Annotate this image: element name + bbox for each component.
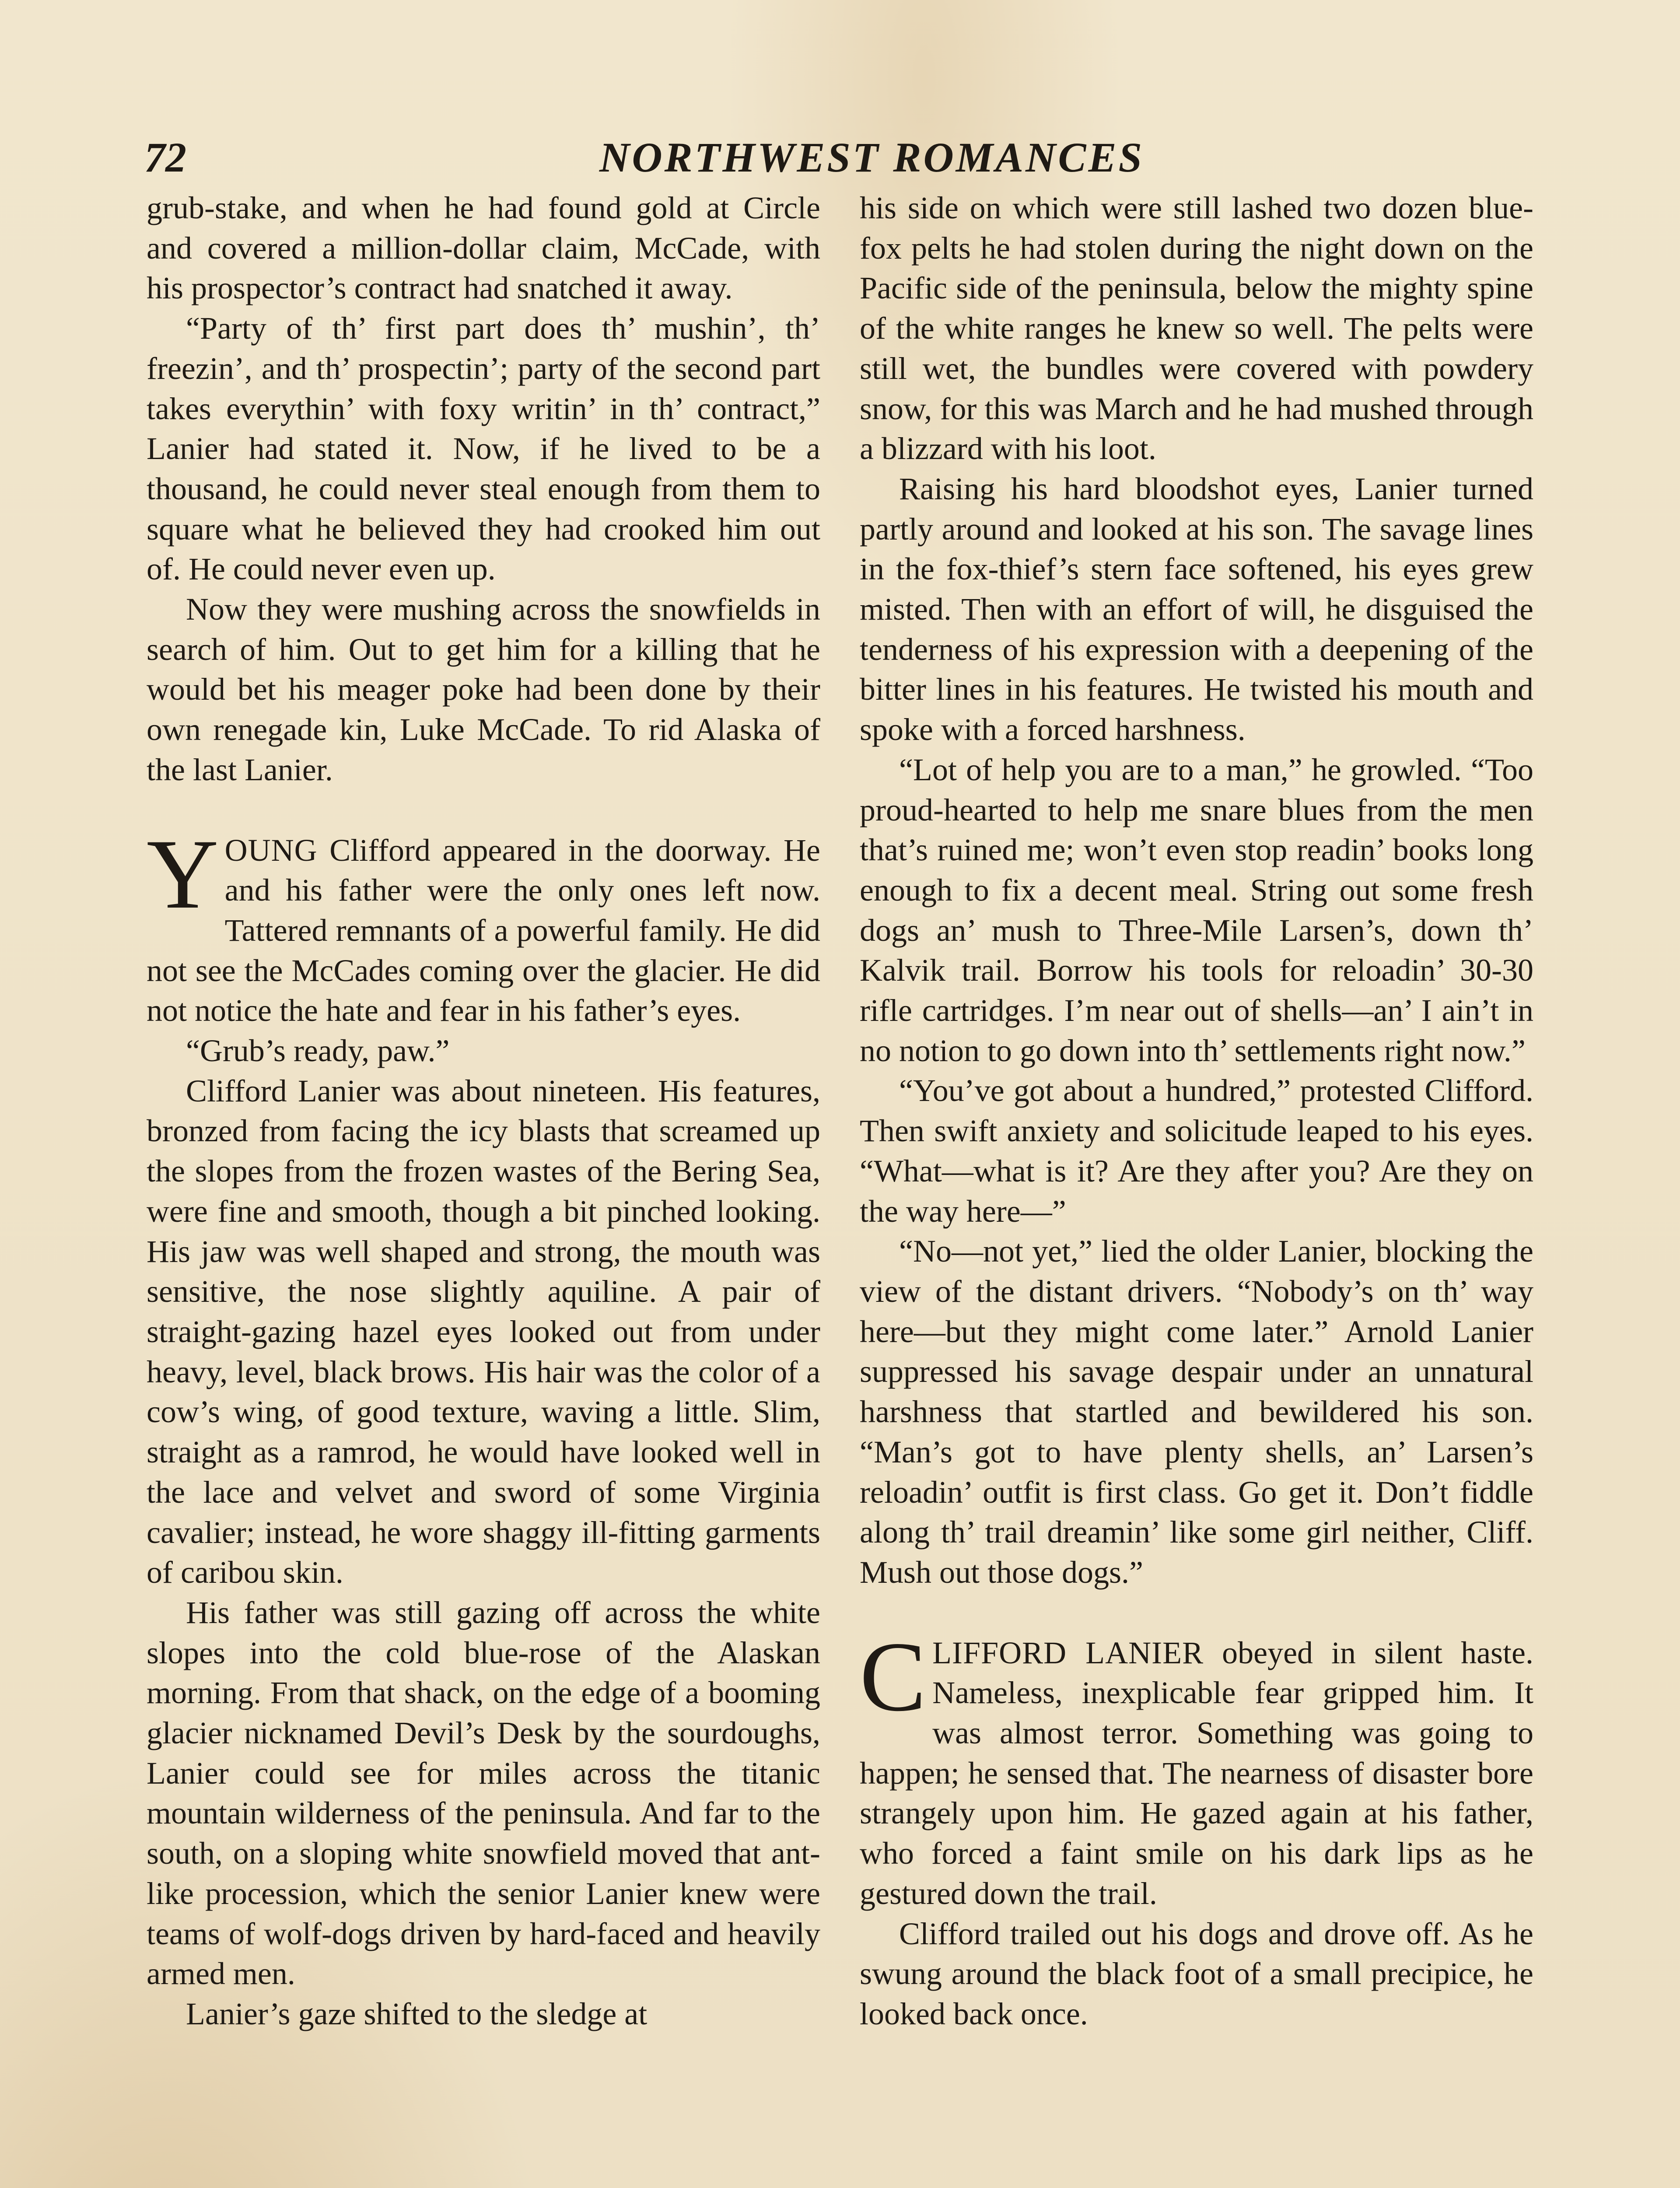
left-column: [147, 188, 820, 2034]
paragraph: “No—not yet,” lied the older Lanier, blocking the view of the distant drivers. “Nobody’s on th’ way here—but they might come later.” Arnold Lanier suppressed his savage despair under an unnatural harshness that startled and bewildered his son. “Man’s got to have plenty shells, an’ Larsen’s reloadin’ outfit is first class. Go get it. Don’t fiddle along th’ trail dreamin’ like some girl neither, Cliff. Mush out those dogs.”: [860, 1234, 1533, 1590]
paragraph-text: Clifford appeared in the doorway. He and his father were the only ones left now. Tattered remnants of a powerful family. He did not see the McCades coming over the glacier. He did not notice the hate and fear in his father’s eyes.: [147, 832, 820, 1028]
paragraph-text: obeyed in silent haste. Nameless, inexplicable fear gripped him. It was almost terror. Something was going to happen; he sensed that. The nearness of disaster bore strangely upon him. He gazed again at his father, who forced a faint smile on his dark lips as he gestured down the trail.: [860, 1635, 1534, 1911]
paragraph: “You’ve got about a hundred,” protested Clifford. Then swift anxiety and solicitude leaped to his eyes. “What—what is it? Are they after you? Are they on the way here—”: [860, 1073, 1533, 1229]
paragraph: His father was still gazing off across the white slopes into the cold blue-rose of the Alaskan morning. From that shack, on the edge of a booming glacier nicknamed Devil’s Desk by the sourdoughs, Lanier could see for miles across the titanic mountain wilderness of the peninsula. And far to the south, on a sloping white snowfield moved that ant-like procession, which the senior Lanier knew were teams of wolf-dogs driven by hard-faced and heavily armed men.: [147, 1595, 820, 1992]
lead-in-text: OUNG: [224, 832, 318, 868]
paragraph: Clifford Lanier was about nineteen. His features, bronzed from facing the icy blasts that screamed up the slopes from the frozen wastes of the Bering Sea, were fine and smooth, though a bit pinched looking. His jaw was well shaped and strong, the mouth was sensitive, the nose slightly aquiline. A pair of straight-gazing hazel eyes looked out from under heavy, level, black brows. His hair was the color of a cow’s wing, of good texture, waving a little. Slim, straight as a ramrod, he would have looked well in the lace and velvet and sword of some Virginia cavalier; instead, he wore shaggy ill-fitting garments of caribou skin.: [147, 1073, 820, 1590]
paragraph: Now they were mushing across the snowfields in search of him. Out to get him for a killing that he would bet his meager poke had been done by their own renegade kin, Luke McCade. To rid Alaska of the last Lanier.: [147, 592, 820, 787]
drop-cap: Y: [147, 819, 219, 929]
section-opening-paragraph: [860, 1621, 1534, 1914]
paragraph: Raising his hard bloodshot eyes, Lanier turned partly around and looked at his son. The savage lines in the fox-thief’s stern face softened, his eyes grew misted. Then with an effort of will, he disguised the tenderness of his expression with a deepening of the bitter lines in his features. He twisted his mouth and spoke with a forced harshness.: [860, 471, 1533, 747]
paragraph: grub-stake, and when he had found gold at Circle and covered a million-dollar claim, McCade, with his prospector’s contract had snatched it away.: [147, 190, 820, 306]
right-column: [860, 188, 1533, 2034]
paragraph: “Party of th’ first part does th’ mushin’, th’ freezin’, and th’ prospectin’; party of the second part takes everythin’ with foxy writin’ in th’ contract,” Lanier had stated it. Now, if he lived to be a thousand, he could never steal enough from them to square what he believed they had crooked him out of. He could never even up.: [147, 311, 820, 587]
running-title: NORTHWEST ROMANCES: [599, 134, 1144, 181]
page-header: [144, 127, 1536, 188]
drop-cap: C: [860, 1621, 927, 1732]
paragraph: Clifford trailed out his dogs and drove off. As he swung around the black foot of a small precipice, he looked back once.: [860, 1916, 1533, 2031]
paragraph: Lanier’s gaze shifted to the sledge at: [186, 1996, 648, 2031]
lead-in-text: LIFFORD LANIER: [932, 1635, 1204, 1670]
paragraph: “Grub’s ready, paw.”: [186, 1033, 450, 1069]
section-opening-paragraph: [147, 819, 820, 1031]
paragraph: “Lot of help you are to a man,” he growled. “Too proud-hearted to help me snare blues from the men that’s ruined me; won’t even stop readin’ books long enough to fix a decent meal. String out some fresh dogs an’ mush to Three-Mile Larsen’s, down th’ Kalvik trail. Borrow his tools for reloadin’ 30-30 rifle cartridges. I’m near out of shells—an’ I ain’t in no notion to go down into th’ settlements right now.”: [860, 752, 1533, 1068]
page-number: 72: [144, 134, 186, 181]
paragraph: his side on which were still lashed two dozen blue-fox pelts he had stolen during the night down on the Pacific side of the peninsula, below the mighty spine of the white ranges he knew so well. The pelts were still wet, the bundles were covered with powdery snow, for this was March and he had mushed through a blizzard with his loot.: [860, 190, 1533, 466]
